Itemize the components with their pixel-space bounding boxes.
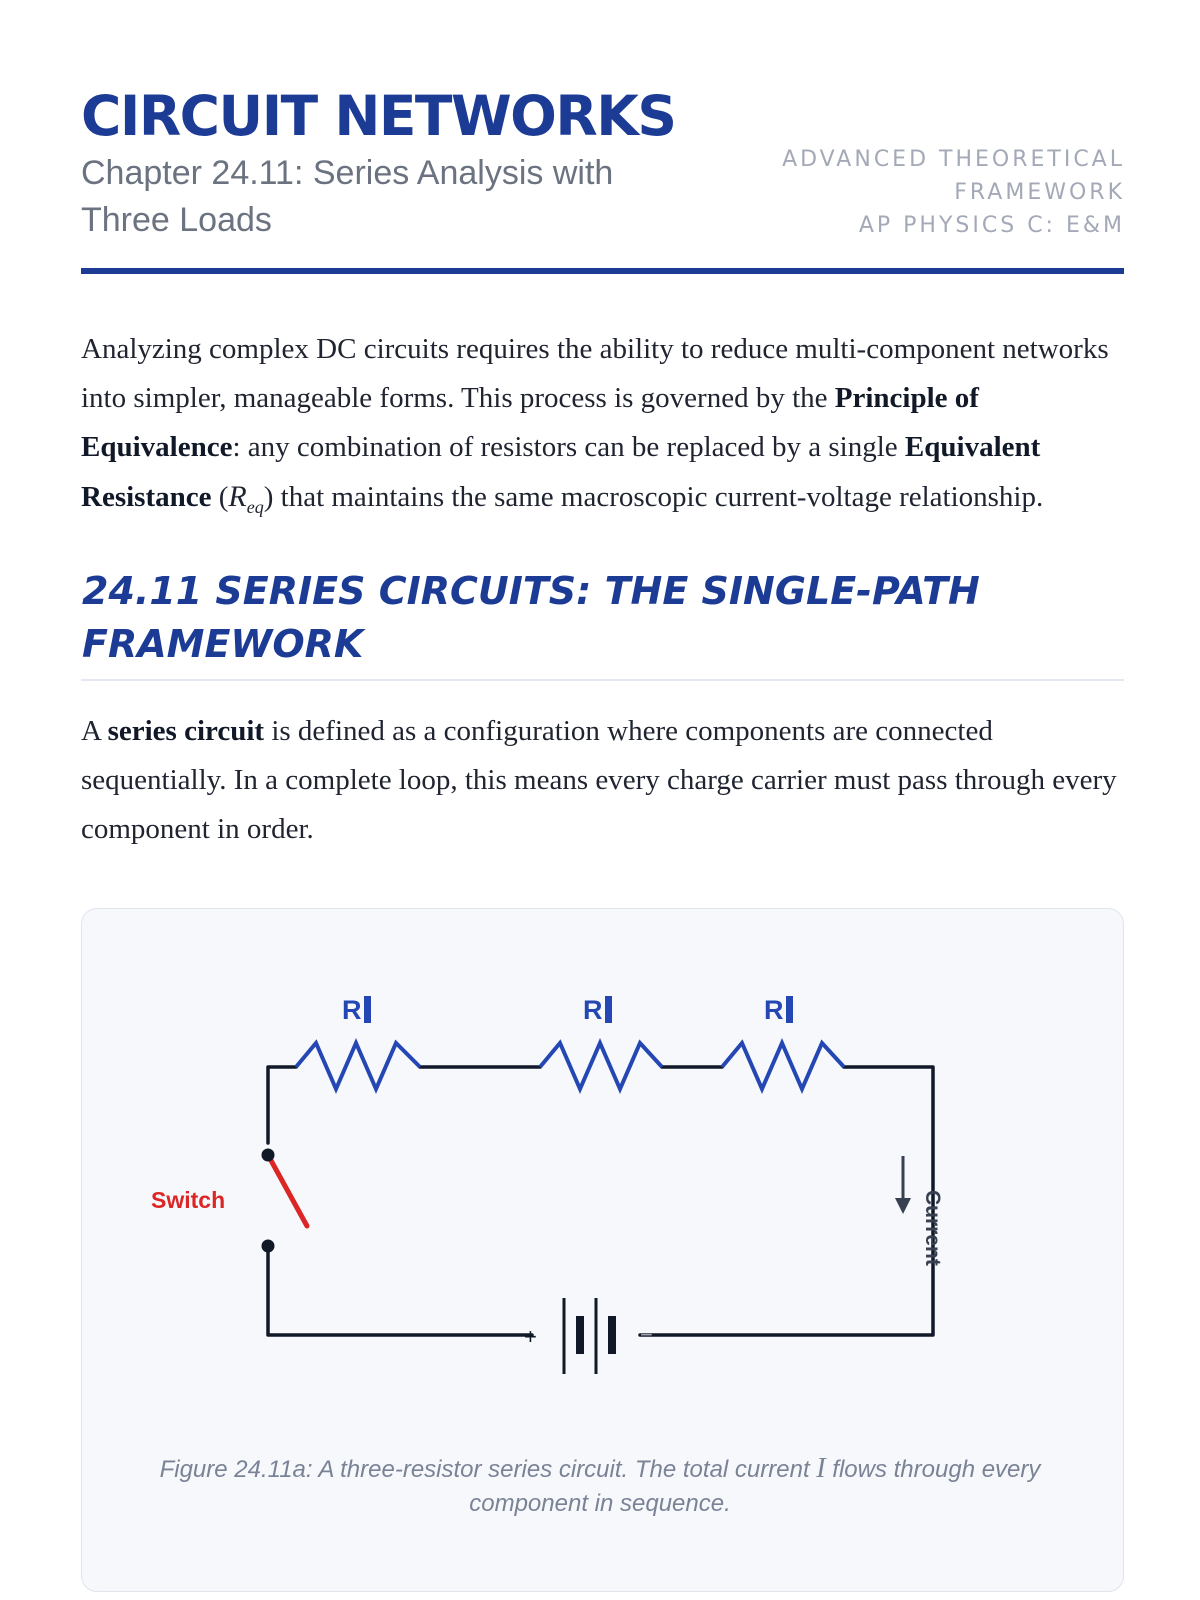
intro-text: : any combination of resistors can be replaced by a single: [232, 431, 905, 463]
caption-text: flows through every component in sequence.: [469, 1456, 1041, 1517]
wire: [268, 1245, 532, 1335]
switch-terminal: [262, 1149, 275, 1162]
wire: [640, 1067, 933, 1335]
resistor-label-r3: R: [764, 995, 784, 1025]
req-symbol: R: [228, 480, 247, 513]
wire: [268, 1067, 296, 1143]
intro-text: (: [211, 481, 229, 513]
page-title: CIRCUIT NETWORKS: [81, 84, 676, 148]
section-heading: 24.11 SERIES CIRCUITS: THE SINGLE-PATH FRAMEWORK: [82, 569, 980, 666]
meta-line: FRAMEWORK: [954, 180, 1125, 205]
battery-plus-sign: +: [524, 1324, 537, 1349]
switch-lever: [268, 1155, 307, 1226]
intro-text: Analyzing complex DC circuits requires the ability to reduce multi-component networks into simpler, manageable forms. This process is governed by the: [81, 333, 1109, 414]
caption-text: Figure 24.11a: A three-resistor series circuit. The total current: [159, 1456, 817, 1483]
figure-caption: [130, 1452, 1070, 1521]
caption-current-symbol: I: [816, 1453, 826, 1484]
resistor-r2: [540, 1043, 662, 1089]
switch-label: Switch: [151, 1187, 226, 1213]
term-series-circuit: series circuit: [107, 715, 265, 747]
term-equivalent-resistance: Equivalent Resistance: [81, 431, 1041, 513]
chapter-subtitle: Chapter 24.11: Series Analysis with Three Loads: [81, 154, 614, 239]
resistor-subscript-box: [786, 996, 793, 1023]
current-label: Current: [921, 1190, 944, 1266]
meta-line: ADVANCED THEORETICAL: [782, 147, 1125, 172]
intro-text: ) that maintains the same macroscopic current-voltage relationship.: [263, 481, 1044, 513]
term-principle-of-equivalence: Principle of Equivalence: [81, 382, 979, 463]
switch-terminal: [262, 1240, 275, 1253]
resistor-r3: [722, 1043, 844, 1089]
resistor-label-r2: R: [583, 995, 603, 1025]
resistor-subscript-box: [364, 996, 371, 1023]
current-arrow-head: [895, 1198, 911, 1214]
req-subscript: eq: [246, 497, 264, 517]
resistor-subscript-box: [605, 996, 612, 1023]
series-text: A: [81, 715, 108, 747]
resistor-r1: [296, 1043, 420, 1089]
resistor-label-r1: R: [342, 995, 362, 1025]
meta-line: AP PHYSICS C: E&M: [858, 213, 1125, 238]
series-text: is defined as a configuration where components are connected sequentially. In a complete loop, this means every charge carrier must pass through every component in order.: [81, 715, 1117, 845]
battery-minus-sign: −: [640, 1322, 653, 1347]
